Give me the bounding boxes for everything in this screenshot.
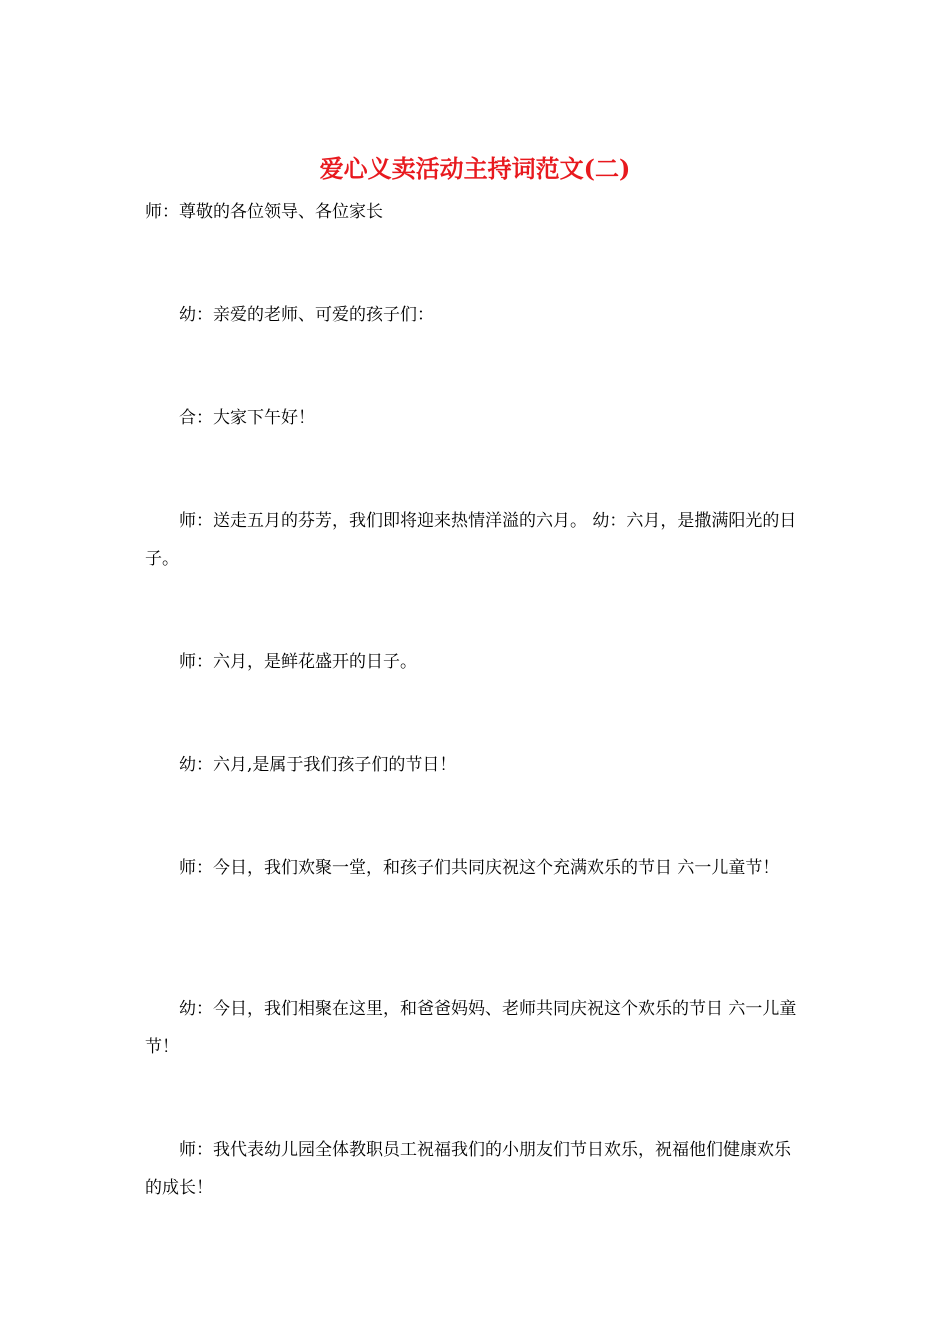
paragraph-june-arrives: 师：送走五月的芬芳，我们即将迎来热情洋溢的六月。 幼：六月，是撒满阳光的日子。 — [145, 511, 797, 569]
document-title: 爱心义卖活动主持词范文(二) — [319, 154, 631, 183]
paragraph-parents-celebrate: 幼：今日，我们相聚在这里，和爸爸妈妈、老师共同庆祝这个欢乐的节日 六一儿童节！ — [145, 999, 797, 1057]
paragraph-greeting-teachers: 幼：亲爱的老师、可爱的孩子们： — [179, 305, 434, 325]
paragraph-good-afternoon: 合：大家下午好！ — [179, 408, 315, 428]
paragraph-june-holiday: 幼：六月,是属于我们孩子们的节日！ — [179, 755, 457, 775]
paragraph-greeting-leaders: 师：尊敬的各位领导、各位家长 — [145, 202, 383, 222]
paragraph-blessing: 师：我代表幼儿园全体教职员工祝福我们的小朋友们节日欢乐，祝福他们健康欢乐的成长！ — [145, 1140, 791, 1198]
paragraph-gather-celebrate: 师：今日，我们欢聚一堂，和孩子们共同庆祝这个充满欢乐的节日 六一儿童节！ — [179, 858, 780, 878]
paragraph-june-flowers: 师：六月，是鲜花盛开的日子。 — [179, 652, 417, 672]
